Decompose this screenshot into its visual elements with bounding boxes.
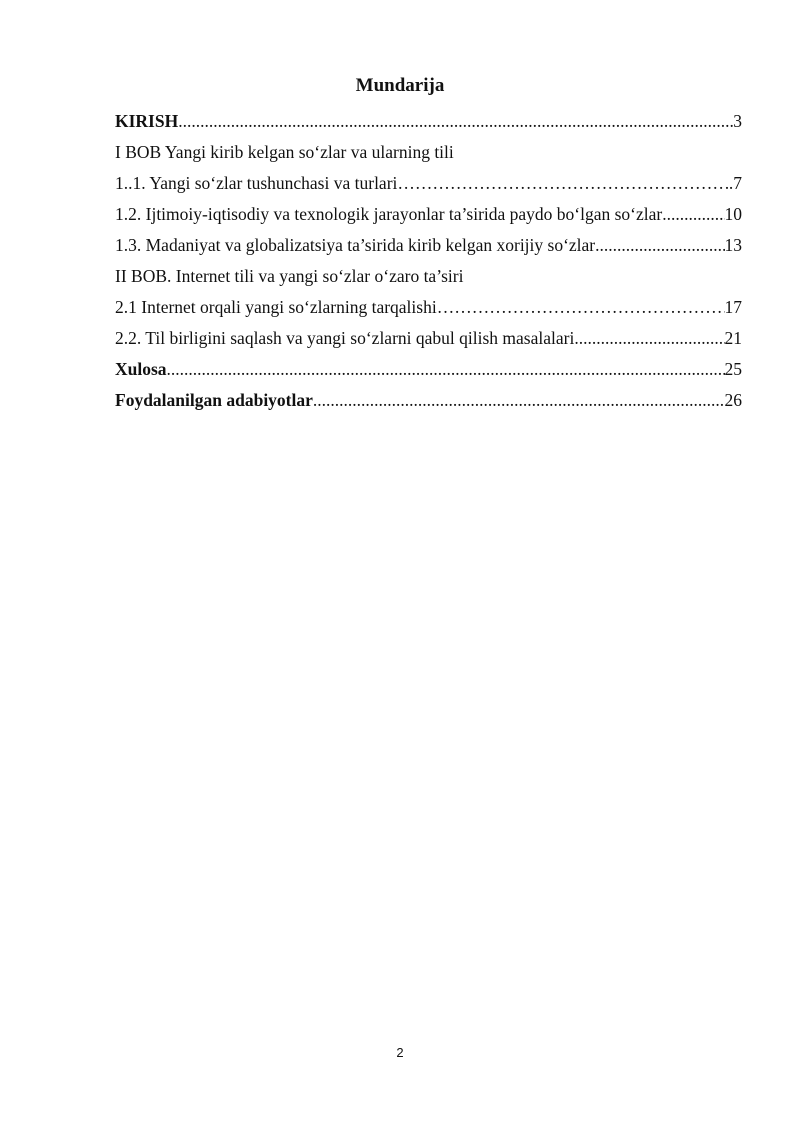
toc-entry-label: II BOB. Internet tili va yangi so‘zlar o‘zaro ta’siri	[115, 266, 464, 286]
toc-entry-xulosa	[115, 357, 742, 388]
toc-entry-label: 2.2. Til birligini saqlash va yangi so‘zlarni qabul qilish masalalari	[115, 328, 575, 348]
toc-entry-page: 21	[724, 328, 742, 348]
toc-entry-2-1	[115, 295, 742, 326]
toc-entry-label: Xulosa	[115, 359, 167, 379]
table-of-contents	[115, 109, 742, 419]
toc-entry-chapter-1	[115, 140, 742, 171]
toc-leader-dots	[178, 109, 733, 133]
toc-entry-bibliography	[115, 388, 742, 419]
toc-entry-chapter-2	[115, 264, 742, 295]
toc-entry-page: 13	[724, 235, 742, 255]
toc-entry-label: KIRISH	[115, 111, 179, 131]
toc-entry-page: 10	[724, 204, 742, 224]
toc-entry-page: 3	[733, 111, 742, 131]
toc-leader-dots	[595, 233, 724, 257]
toc-entry-page: .7	[728, 173, 742, 193]
toc-leader-dots	[574, 326, 724, 350]
toc-entry-1-1	[115, 171, 742, 202]
toc-entry-label: 2.1 Internet orqali yangi so‘zlarning tarqalishi	[115, 297, 437, 317]
toc-leader-dots	[662, 202, 724, 226]
toc-entry-label: Foydalanilgan adabiyotlar	[115, 390, 313, 410]
toc-entry-label: 1..1. Yangi so‘zlar tushunchasi va turlari	[115, 173, 398, 193]
toc-title: Mundarija	[355, 75, 445, 96]
toc-entry-label: I BOB Yangi kirib kelgan so‘zlar va ularning tili	[115, 142, 454, 162]
toc-entry-kirish	[115, 109, 742, 140]
toc-entry-2-2	[115, 326, 742, 357]
toc-entry-label: 1.3. Madaniyat va globalizatsiya ta’sirida kirib kelgan xorijiy so‘zlar	[115, 235, 596, 255]
toc-entry-1-3	[115, 233, 742, 264]
toc-entry-page: 17	[724, 297, 742, 317]
toc-entry-1-2	[115, 202, 742, 233]
toc-entry-page: 25	[724, 359, 742, 379]
toc-leader-dots	[313, 388, 725, 412]
page-number: 2	[396, 1045, 404, 1060]
toc-entry-label: 1.2. Ijtimoiy-iqtisodiy va texnologik jarayonlar ta’sirida paydo bo‘lgan so‘zlar	[115, 204, 663, 224]
toc-leader-dots	[437, 295, 725, 319]
toc-entry-page: 26	[724, 390, 742, 410]
toc-leader-dots	[167, 357, 725, 381]
toc-leader-dots	[397, 171, 728, 195]
